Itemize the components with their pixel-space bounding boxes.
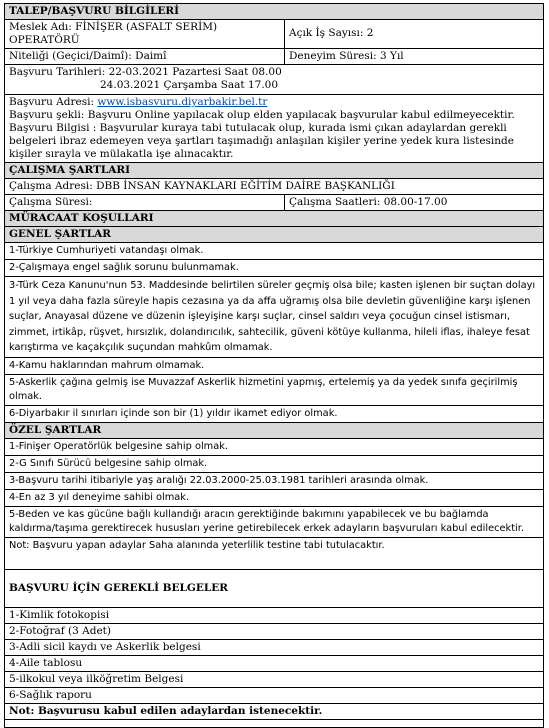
- tarih-row: [4, 65, 544, 95]
- genel-item-1: 1-Türkiye Cumhuriyeti vatandaşı olmak.: [4, 243, 544, 260]
- genel-item-6: 6-Diyarbakır il sınırları içinde son bir (1) yıldır ikamet ediyor olmak.: [4, 406, 544, 423]
- belge-item-1: 1-Kimlik fotokopisi: [4, 608, 544, 624]
- tarih-line1: Başvuru Tarihleri: 22-03.2021 Pazartesi Saat 08.00: [9, 66, 282, 78]
- adres-link[interactable]: www.isbasvuru.diyarbakir.bel.tr: [97, 96, 268, 108]
- ozel-item-1: 1-Finişer Operatörlük belgesine sahip olmak.: [4, 439, 544, 456]
- genel-sartlar-header: GENEL ŞARTLAR: [4, 227, 544, 243]
- tarih-line2: 24.03.2021 Çarşamba Saat 17.00: [100, 79, 279, 91]
- ozel-item-2: 2-G Sınıfı Sürücü belgesine sahip olmak.: [4, 456, 544, 473]
- ozel-item-3: 3-Başvuru tarihi itibariyle yaş aralığı 22.03.2000-25.03.1981 tarihleri arasında olmak.: [4, 473, 544, 490]
- job-posting-document: [4, 3, 544, 728]
- calisma-row: [4, 195, 544, 211]
- niteligi-cell: Niteliği (Geçici/Daimî): Daimî: [5, 49, 285, 64]
- ozel-note: Not: Başvuru yapan adaylar Saha alanında yeterlilik testine tabi tutulacaktır.: [4, 538, 544, 570]
- muracaat-header: MÜRACAAT KOŞULLARI: [4, 211, 544, 227]
- adres-label: Başvuru Adresi:: [9, 96, 98, 108]
- acik-is-cell: Açık İş Sayısı: 2: [289, 27, 374, 39]
- document-bottom-edge: [4, 720, 544, 728]
- belge-item-4: 4-Aile tablosu: [4, 656, 544, 672]
- calisma-suresi: Çalışma Süresi:: [5, 195, 285, 210]
- genel-item-4: 4-Kamu haklarından mahrum olmamak.: [4, 358, 544, 375]
- genel-item-2: 2-Çalışmaya engel sağlık sorunu bulunmamak.: [4, 260, 544, 277]
- nitelik-row: [4, 49, 544, 65]
- belgeler-header: BAŞVURU İÇİN GEREKLİ BELGELER: [4, 570, 544, 608]
- calisma-header: ÇALIŞMA ŞARTLARI: [4, 163, 544, 179]
- meslek-row: [4, 20, 544, 49]
- belge-item-3: 3-Adli sicil kaydı ve Askerlik belgesi: [4, 640, 544, 656]
- meslek-cell: Meslek Adı: FİNİŞER (ASFALT SERİM) OPERATÖRÜ: [5, 20, 285, 48]
- genel-item-3: 3-Türk Ceza Kanunu'nun 53. Maddesinde belirtilen süreler geçmiş olsa bile; kasten işlenen bir suçtan dolayı 1 yıl veya daha fazla süreyle hapis cezasına ya da affa uğramış olsa bile devletin güvenliğine karşı işlenen suçlar, Anayasal düzene ve düzenin işleyişine karşı suçlar, cinsel saldırı veya çocuğun cinsel istismarı, zimmet, irtikâp, rüşvet, hırsızlık, dolandırıcılık, sahtecilik, güveni kötüye kullanma, hileli iflas, ihaleye fesat karıştırma ve kaçakçılık suçundan mahkûm olmamak.: [4, 277, 544, 358]
- talep-header: TALEP/BAŞVURU BİLGİLERİ: [4, 3, 544, 20]
- belge-item-5: 5-ilkokul veya ilköğretim Belgesi: [4, 672, 544, 688]
- ozel-item-4: 4-En az 3 yıl deneyime sahibi olmak.: [4, 490, 544, 507]
- calisma-adres: Çalışma Adresi: DBB İNSAN KAYNAKLARI EĞİTİM DAİRE BAŞKANLIĞI: [4, 179, 544, 195]
- adres-bilgi-row: [4, 95, 544, 163]
- belge-item-6: 6-Sağlık raporu: [4, 688, 544, 704]
- bilgisi-text: Başvuru Bilgisi : Başvurular kuraya tabi tutulacak olup, kurada ismi çıkan adaylardan gerekli belgeleri ibraz edemeyen veya şartları taşımadığı anlaşılan kişiler yerine yedek kura listesinde kişiler sırayla ve mülakatla işe alınacaktır.: [9, 122, 514, 160]
- belge-item-2: 2-Fotoğraf (3 Adet): [4, 624, 544, 640]
- calisma-saatleri: Çalışma Saatleri: 08.00-17.00: [289, 196, 448, 208]
- sekli-text: Başvuru şekli: Başvuru Online yapılacak olup elden yapılacak başvurular kabul edilmeyecektir.: [9, 109, 515, 121]
- ozel-sartlar-header: ÖZEL ŞARTLAR: [4, 423, 544, 439]
- adres-line: [9, 96, 539, 109]
- ozel-item-5: 5-Beden ve kas gücüne bağlı kullandığı aracın gerektiğinde bakımını yapabilecek ve bu bağlamda kaldırma/taşıma gerektirecek hususları yerine getirebilecek erkek adayların başvuruları kabul edilecektir.: [4, 507, 544, 538]
- belgeler-note: Not: Başvurusu kabul edilen adaylardan istenecektir.: [4, 704, 544, 720]
- genel-item-5: 5-Askerlik çağına gelmiş ise Muvazzaf Askerlik hizmetini yapmış, ertelemiş ya da yedek sınıfa geçirilmiş olmak.: [4, 375, 544, 406]
- deneyim-cell: Deneyim Süresi: 3 Yıl: [289, 50, 404, 62]
